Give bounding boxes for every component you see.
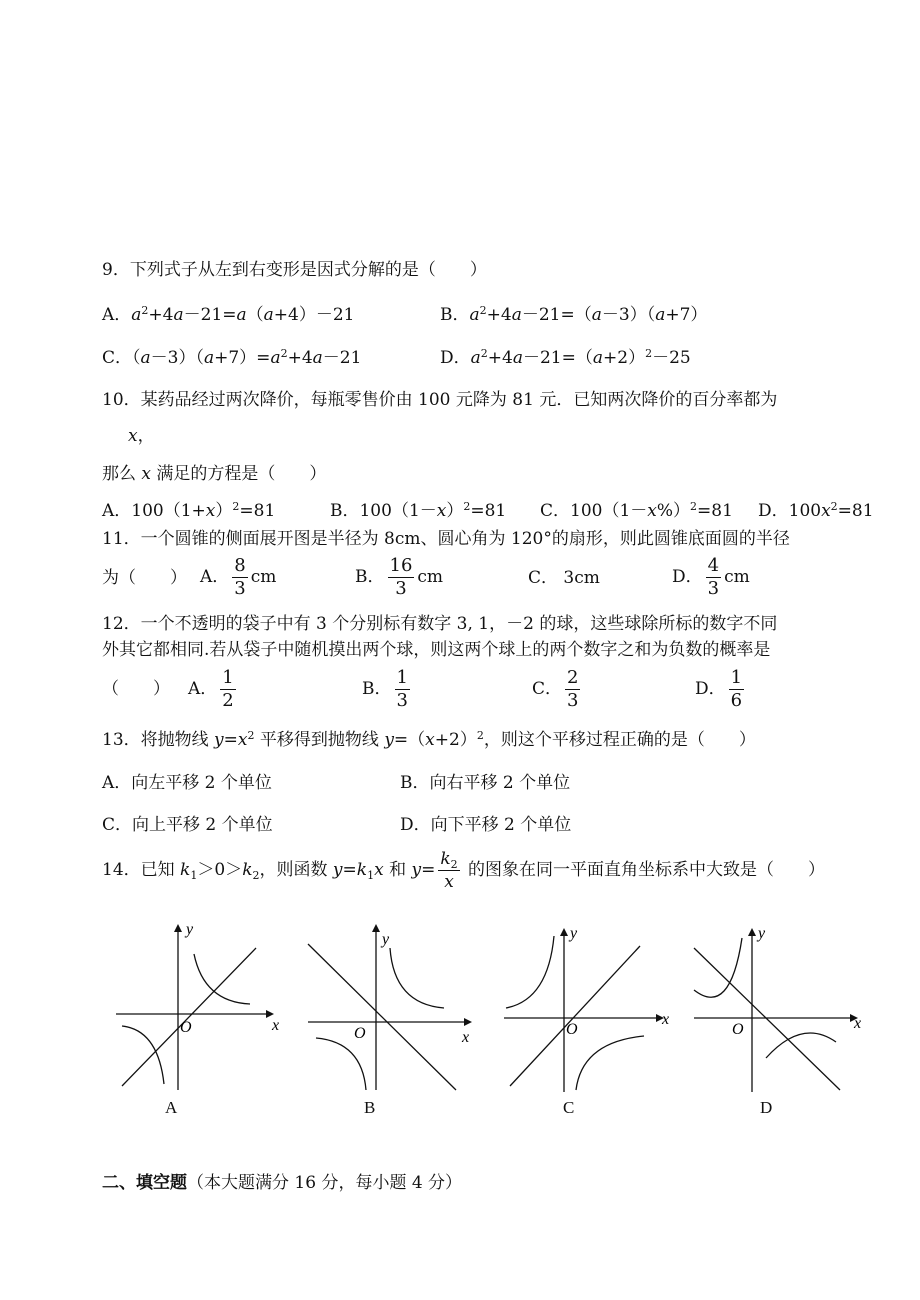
x-axis-label: x xyxy=(854,1015,862,1032)
line-graph xyxy=(122,948,256,1086)
q13-stem: 13．将抛物线 $y=x^2$ 平移得到抛物线 $y=(x+2)^2$，则这个平移过程正确的是（ ） xyxy=(102,729,756,750)
x-axis-label: x xyxy=(462,1029,470,1046)
y-axis-arrow xyxy=(174,924,182,932)
line-graph xyxy=(308,944,456,1090)
fraction: $\frac{1}{2}$ xyxy=(222,667,234,711)
fraction: $\frac{4}{3}$ xyxy=(707,555,720,599)
q10-option-d: D．$100x^2=81$ xyxy=(758,500,874,521)
y-axis-label: y xyxy=(186,921,194,938)
q10-stem-cont: x， xyxy=(128,426,155,446)
y-axis-arrow xyxy=(748,928,756,936)
origin-label: O xyxy=(566,1021,578,1038)
q10-stem: 10．某药品经过两次降价，每瓶零售价由 100 元降为 81 元．已知两次降价的百分率都为 xyxy=(102,390,778,410)
q10-option-a: A．$100(1+x)^2=81$ xyxy=(102,500,276,521)
graph-a xyxy=(112,918,282,1096)
graph-d xyxy=(690,918,870,1096)
section-2-heading xyxy=(102,1168,462,1193)
y-axis-label: y xyxy=(382,931,390,948)
graph-a-svg xyxy=(112,918,282,1096)
line-graph xyxy=(510,946,640,1086)
section-2-title: 二、填空题 xyxy=(102,1173,187,1193)
graph-b-label: B xyxy=(364,1098,376,1117)
hyperbola-branch xyxy=(316,1038,366,1090)
graph-b-svg xyxy=(304,918,479,1096)
origin-label: O xyxy=(354,1025,366,1042)
line-graph xyxy=(694,948,840,1090)
fraction: $\frac{1}{6}$ xyxy=(730,667,743,711)
q11-option-c: C． 3cm xyxy=(528,568,600,588)
origin-label: O xyxy=(180,1019,192,1036)
hyperbola-branch xyxy=(122,1026,164,1084)
q12-option-a: A． $\frac{1}{2}$ xyxy=(188,667,234,711)
q10-option-c: C．$100(1-x\%)^2=81$ xyxy=(540,500,733,521)
q12-stem: 12．一个不透明的袋子中有 3 个分别标有数字 3, 1，－2 的球，这些球除所标的数字不同 xyxy=(102,614,778,634)
y-axis-arrow xyxy=(560,928,568,936)
q12-stem2: 外其它都相同.若从袋子中随机摸出两个球，则这两个球上的两个数字之和为负数的概率是 xyxy=(102,640,771,660)
fraction: $\frac{2}{3}$ xyxy=(567,667,579,711)
q13-option-a: A．向左平移 2 个单位 xyxy=(102,773,272,793)
hyperbola-branch xyxy=(194,954,250,1004)
q13-option-c: C．向上平移 2 个单位 xyxy=(102,815,273,835)
q14-stem: 14．已知 $k_1>0>k_2$，则函数 $y=k_1x$ 和 y= $\frac{k_2}{x}$ 的图象在同一平面直角坐标系中大致是（ ） xyxy=(102,849,826,892)
hyperbola-branch xyxy=(390,948,444,1008)
graph-c-label: C xyxy=(563,1098,575,1117)
q9-option-c: C．$(a-3)(a+7)=a^2+4a-21$ xyxy=(102,347,362,368)
q9-option-b: B．$a^2+4a-21=(a-3)(a+7)$ xyxy=(440,304,708,325)
x-axis-label: x xyxy=(272,1017,280,1034)
q11-stem: 11．一个圆锥的侧面展开图是半径为 8cm、圆心角为 120°的扇形，则此圆锥底面圆的半径 xyxy=(102,529,790,549)
q12-paren: （ ） xyxy=(102,679,170,699)
q11-option-a: A． $\frac{8}{3}$ cm xyxy=(200,555,277,599)
q12-option-c: C． $\frac{2}{3}$ xyxy=(532,667,579,711)
section-2-note: （本大题满分 16 分，每小题 4 分） xyxy=(187,1173,463,1193)
fraction: $\frac{1}{3}$ xyxy=(396,667,408,711)
q11-option-d: D． $\frac{4}{3}$ cm xyxy=(672,555,750,599)
hyperbola-branch xyxy=(576,1036,644,1090)
q10-option-b: B．$100(1-x)^2=81$ xyxy=(330,500,507,521)
hyperbola-branch xyxy=(766,1033,836,1058)
fraction: $\frac{k_2}{x}$ xyxy=(440,849,458,892)
q12-option-d: D． $\frac{1}{6}$ xyxy=(695,667,743,711)
q11-option-b: B． $\frac{16}{3}$ cm xyxy=(355,555,444,599)
x-axis-arrow xyxy=(464,1018,472,1026)
graph-a-label: A xyxy=(165,1098,178,1117)
q12-option-b: B． $\frac{1}{3}$ xyxy=(362,667,408,711)
graph-c-svg xyxy=(500,918,675,1096)
fraction: $\frac{16}{3}$ xyxy=(389,555,413,599)
hyperbola-branch xyxy=(506,936,554,1008)
q11-stem2: 为（ ） xyxy=(102,568,187,588)
y-axis-label: y xyxy=(570,925,578,942)
graph-d-svg xyxy=(690,918,870,1096)
y-axis-arrow xyxy=(372,924,380,932)
x-axis-label: x xyxy=(662,1011,670,1028)
q10-stem2: 那么 x 满足的方程是（ ） xyxy=(102,464,327,484)
y-axis-label: y xyxy=(758,925,766,942)
origin-label: O xyxy=(732,1021,744,1038)
q9-option-a: A．$a^2+4a-21=a(a+4)-21$ xyxy=(102,304,355,325)
fraction: $\frac{8}{3}$ xyxy=(234,555,246,599)
q9-option-d: D．$a^2+4a-21=(a+2)^2-25$ xyxy=(440,347,691,368)
graph-b xyxy=(304,918,479,1096)
graph-c xyxy=(500,918,675,1096)
q13-option-b: B．向右平移 2 个单位 xyxy=(400,773,571,793)
graph-d-label: D xyxy=(760,1098,773,1117)
q13-option-d: D．向下平移 2 个单位 xyxy=(400,815,572,835)
q9-stem: 9．下列式子从左到右变形是因式分解的是（ ） xyxy=(102,260,487,280)
